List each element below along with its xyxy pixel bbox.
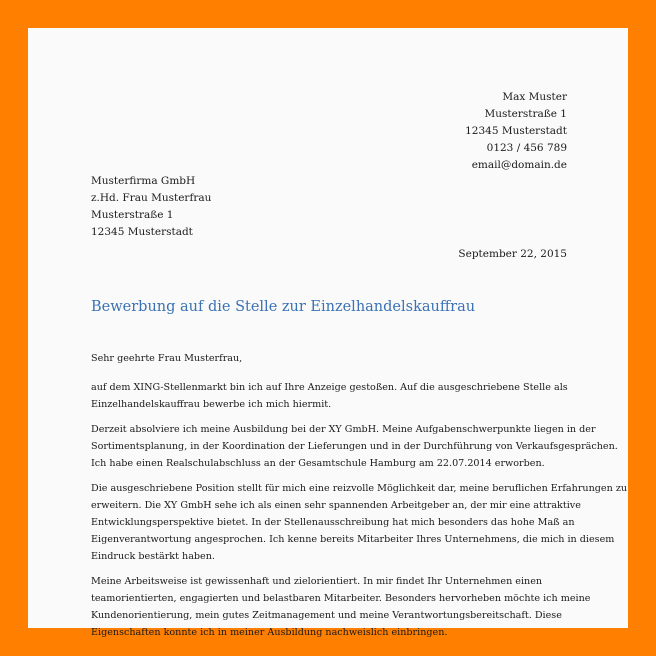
recipient-company: Musterfirma GmbH — [91, 175, 196, 187]
letter-page — [28, 28, 628, 638]
paragraph-line: Entwicklungsperspektive bietet. In der Stellenausschreibung hat mich besonders das hohe Maß an — [91, 517, 575, 528]
paragraph-qualities — [91, 573, 591, 641]
recipient-street: Musterstraße 1 — [91, 209, 174, 221]
paragraph-motivation — [91, 480, 628, 565]
letter-date: September 22, 2015 — [458, 248, 567, 260]
recipient-attention: z.Hd. Frau Musterfrau — [91, 192, 212, 204]
paragraph-line: auf dem XING-Stellenmarkt bin ich auf Ihre Anzeige gestoßen. Auf die ausgeschriebene Stelle als — [91, 382, 568, 393]
sender-name: Max Muster — [502, 91, 567, 103]
paragraph-line: teamorientierten, engagierten und belastbaren Mitarbeiter. Besonders hervorheben möchte ich meine — [91, 593, 591, 604]
paragraph-line: Die ausgeschriebene Position stellt für mich eine reizvolle Möglichkeit dar, meine beruflichen Erfahrungen zu — [91, 483, 628, 494]
paragraph-line: Eindruck bestärkt haben. — [91, 551, 215, 562]
paragraph-line: Ich habe einen Realschulabschluss an der Gesamtschule Hamburg am 22.07.2014 erworben. — [91, 458, 545, 469]
paragraph-line: Eigenverantwortung angesprochen. Ich kenne bereits Mitarbeiter Ihres Unternehmens, die mich in diesem — [91, 534, 615, 545]
paragraph-line: Eigenschaften konnte ich in meiner Ausbildung nachweislich einbringen. — [91, 627, 448, 638]
sender-email: email@domain.de — [471, 159, 567, 171]
paragraph-intro — [91, 379, 577, 413]
recipient-city: 12345 Musterstadt — [91, 226, 193, 238]
paragraph-line: Einzelhandelskauffrau bewerbe ich mich hiermit. — [91, 399, 332, 410]
recipient-address — [91, 173, 211, 241]
salutation: Sehr geehrte Frau Musterfrau, — [91, 353, 243, 364]
paragraph-line: Sortimentsplanung, in der Koordination der Lieferungen und in der Durchführung von Verkaufsgesprächen. — [91, 441, 618, 452]
sender-street: Musterstraße 1 — [484, 108, 567, 120]
paragraph-line: erweitern. Die XY GmbH sehe ich als einen sehr spannenden Arbeitgeber an, der mir eine attraktive — [91, 500, 581, 511]
sender-address — [465, 89, 567, 174]
paragraph-line: Kundenorientierung, mein gutes Zeitmanagement und meine Verantwortungsbereitschaft. Diese — [91, 610, 562, 621]
paragraph-line: Derzeit absolviere ich meine Ausbildung bei der XY GmbH. Meine Aufgabenschwerpunkte liegen in der — [91, 424, 596, 435]
letter-subject: Bewerbung auf die Stelle zur Einzelhandelskauffrau — [91, 299, 476, 315]
paragraph-education — [91, 421, 618, 472]
sender-city: 12345 Musterstadt — [465, 125, 567, 137]
letter-body — [91, 350, 628, 649]
paragraph-line: Meine Arbeitsweise ist gewissenhaft und zielorientiert. In mir findet Ihr Unternehmen einen — [91, 576, 543, 587]
sender-phone: 0123 / 456 789 — [486, 142, 567, 154]
